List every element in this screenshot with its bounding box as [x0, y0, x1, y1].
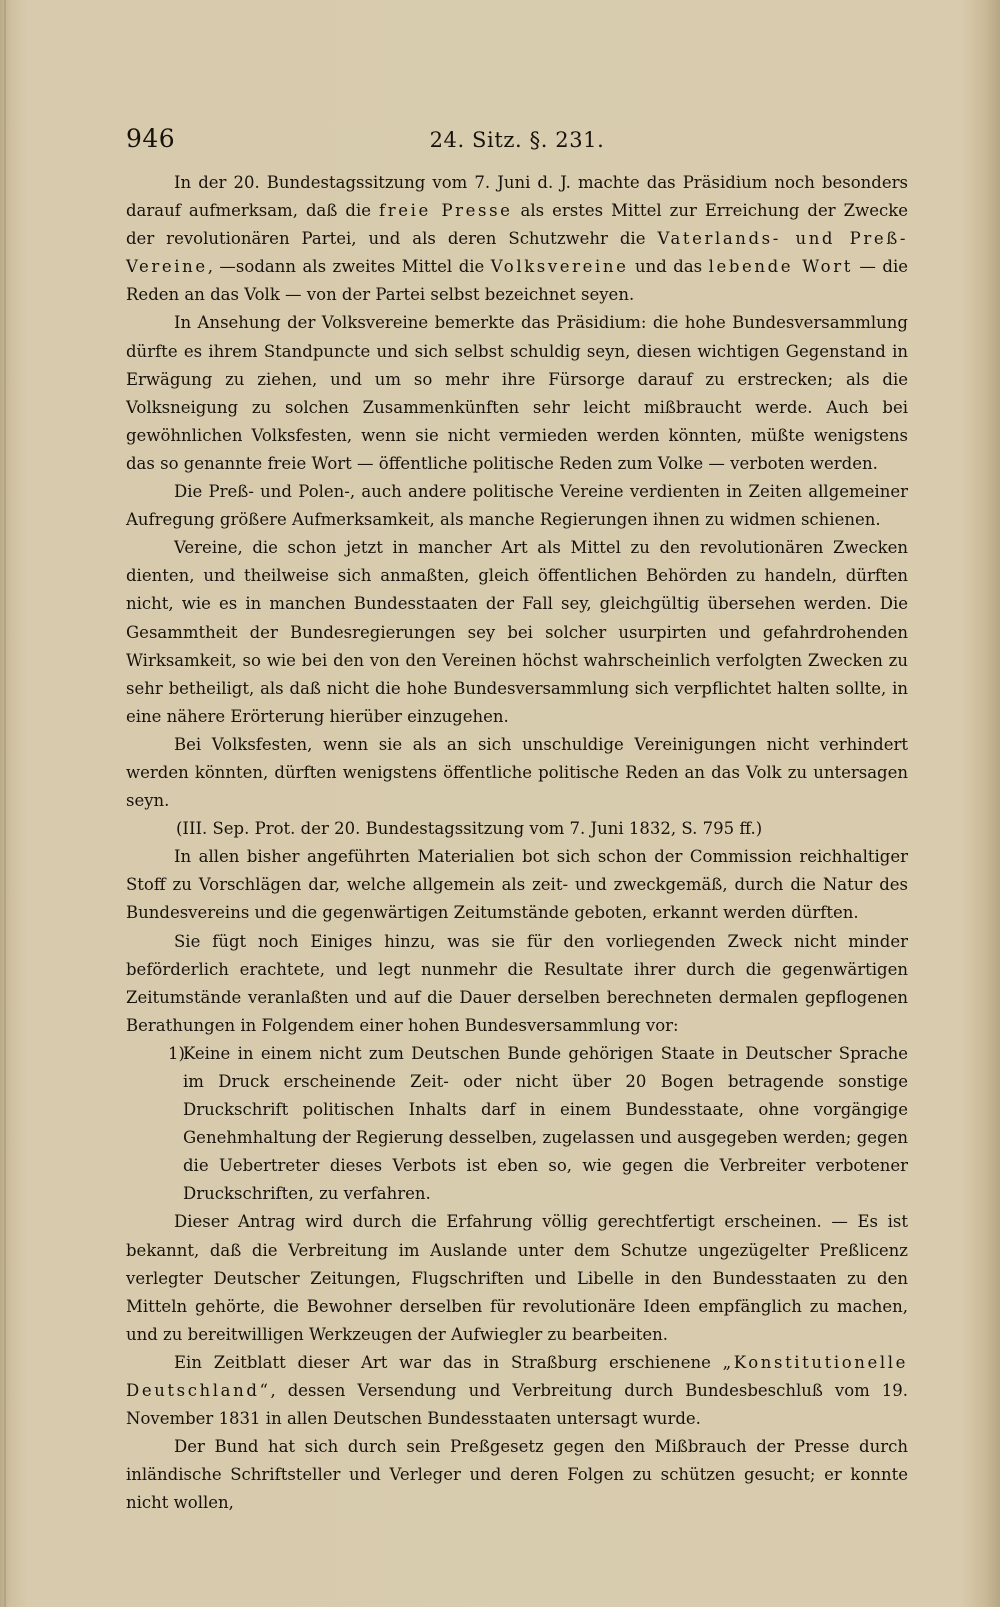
- paragraph-1-text-middle-1: als erstes Mittel zur Erreichung der Zwecke der revolutionären Partei, und als deren Schutzwehr die: [126, 201, 909, 249]
- paragraph-proposal-justification: Dieser Antrag wird durch die Erfahrung völlig gerechtfertigt erscheinen. — Es ist bekannt, daß die Verbreitung im Auslande unter dem Schutze ungezügelter Preßlicenz verlegter Deutscher Zeitungen, Flugschriften und Libelle in den Bundesstaaten zu den Mitteln gehörte, die Bewohner derselben für revolutionäre Ideen empfänglich zu machen, und zu bereitwilligen Werkzeugen der Aufwiegler zu bearbeiten.: [126, 1212, 908, 1344]
- spaced-term-popular-associations: Volksvereine: [490, 257, 629, 277]
- spaced-term-free-press: freie Presse: [379, 201, 513, 221]
- paragraph-1-text-after: — die Reden an das Volk — von der Partei selbst bezeichnet seyen.: [126, 257, 909, 305]
- paragraph-political-associations: Die Preß- und Polen-, auch andere politische Vereine verdienten in Zeiten allgemeiner Aufregung größere Aufmerksamkeit, als manche Regierungen ihnen zu widmen schienen.: [126, 482, 908, 530]
- paragraph-1-text-before: In der 20. Bundestagssitzung vom 7. Juni d. J. machte das Präsidium noch besonders darauf aufmerksam, daß die: [126, 173, 908, 221]
- page-header: [126, 124, 908, 160]
- page-number: 946: [126, 124, 176, 153]
- paragraph-1-text-middle-3: und das: [628, 257, 709, 277]
- paragraph-commission-materials: In allen bisher angeführten Materialien bot sich schon der Commission reichhaltiger Stoff zu Vorschlägen dar, welche allgemein als zeit- und zweckgemäß, durch die Natur des Bundesvereins und die gegenwärtigen Zeitumstände geboten, erkannt werden dürften.: [126, 847, 908, 923]
- spaced-term-living-word: lebende Wort: [708, 257, 853, 277]
- paragraph-commission-results: Sie fügt noch Einiges hinzu, was sie für den vorliegenden Zweck nicht minder beförderlich erachtete, und legt nunmehr die Resultate ihrer durch die gegenwärtigen Zeitumstände veranlaßten und auf die Dauer derselben berechneten dermalen gepflogenen Berathungen in Folgendem einer hohen Bundesversammlung vor:: [126, 931, 908, 1035]
- paragraph-presidium-notice: [126, 169, 908, 309]
- spaced-term-associations: Vaterlands- und Preß-Vereine: [126, 229, 909, 277]
- body-text: [126, 169, 908, 1518]
- binding-gutter: [4, 0, 6, 1607]
- paragraph-9-text-before: Ein Zeitblatt dieser Art war das in Straßburg erschienene: [174, 1352, 723, 1372]
- paragraph-press-law: Der Bund hat sich durch sein Preßgesetz gegen den Mißbrauch der Presse durch inländische Schriftsteller und Verleger und deren Folgen zu schützen gesucht; er konnte nicht wollen,: [126, 1437, 908, 1513]
- proposal-number: 1): [168, 1043, 185, 1063]
- running-head: 24. Sitz. §. 231.: [429, 128, 605, 152]
- paragraph-1-text-middle-2: , —sodann als zweites Mittel die: [207, 257, 491, 277]
- paragraph-constitutional-germany: [126, 1349, 908, 1433]
- paragraph-9-text-after: , dessen Versendung und Verbreitung durch Bundesbeschluß vom 19. November 1831 in allen Deutschen Bundesstaaten untersagt wurde.: [126, 1381, 908, 1429]
- paragraph-popular-associations: In Ansehung der Volksvereine bemerkte das Präsidium: die hohe Bundesversammlung dürfte es ihrem Standpuncte und sich selbst schuldig seyn, diesen wichtigen Gegenstand in Erwägung zu ziehen, und um so mehr ihre Fürsorge darauf zu erstrecken; als die Volksneigung zu solchen Zusammenkünften sehr leicht mißbraucht werde. Auch bei gewöhnlichen Volksfesten, wenn sie nicht vermieden werden könnten, müßte wenigstens das so genannte freie Wort — öffentliche politische Reden zum Volke — verboten werden.: [126, 313, 908, 473]
- paragraph-revolutionary-associations: Vereine, die schon jetzt in mancher Art als Mittel zu den revolutionären Zwecken dienten, und theilweise sich anmaßten, gleich öffentlichen Behörden zu handeln, dürften nicht, wie es in manchen Bundesstaaten der Fall sey, gleichgültig übersehen werden. Die Gesammtheit der Bundesregierungen sey bei solcher usurpirten und gefahrdrohenden Wirksamkeit, so wie bei den von den Vereinen höchst wahrscheinlich verfolgten Zwecken zu sehr betheiligt, als daß nicht die hohe Bundesversammlung sich verpflichtet halten sollte, in eine nähere Erörterung hierüber einzugehen.: [126, 538, 908, 726]
- proposal-list-item: [126, 1040, 908, 1209]
- protocol-citation: (III. Sep. Prot. der 20. Bundestagssitzung vom 7. Juni 1832, S. 795 ff.): [176, 819, 763, 839]
- paragraph-popular-festivals: Bei Volksfesten, wenn sie als an sich unschuldige Vereinigungen nicht verhindert werden könnten, dürften wenigstens öffentliche politische Reden an das Volk zu untersagen seyn.: [126, 734, 908, 811]
- spaced-newspaper-title: „Konstitutionelle Deutschland“: [126, 1352, 908, 1401]
- proposal-text: Keine in einem nicht zum Deutschen Bunde gehörigen Staate in Deutscher Sprache im Druck erscheinende Zeit- oder nicht über 20 Bogen betragende sonstige Druckschrift politischen Inhalts darf in einem Bundesstaate, ohne vorgängige Genehmhaltung der Regierung desselben, zugelassen und ausgegeben werden; gegen die Uebertreter dieses Verbots ist eben so, wie gegen die Verbreiter verbotener Druckschriften, zu verfahren.: [183, 1043, 908, 1204]
